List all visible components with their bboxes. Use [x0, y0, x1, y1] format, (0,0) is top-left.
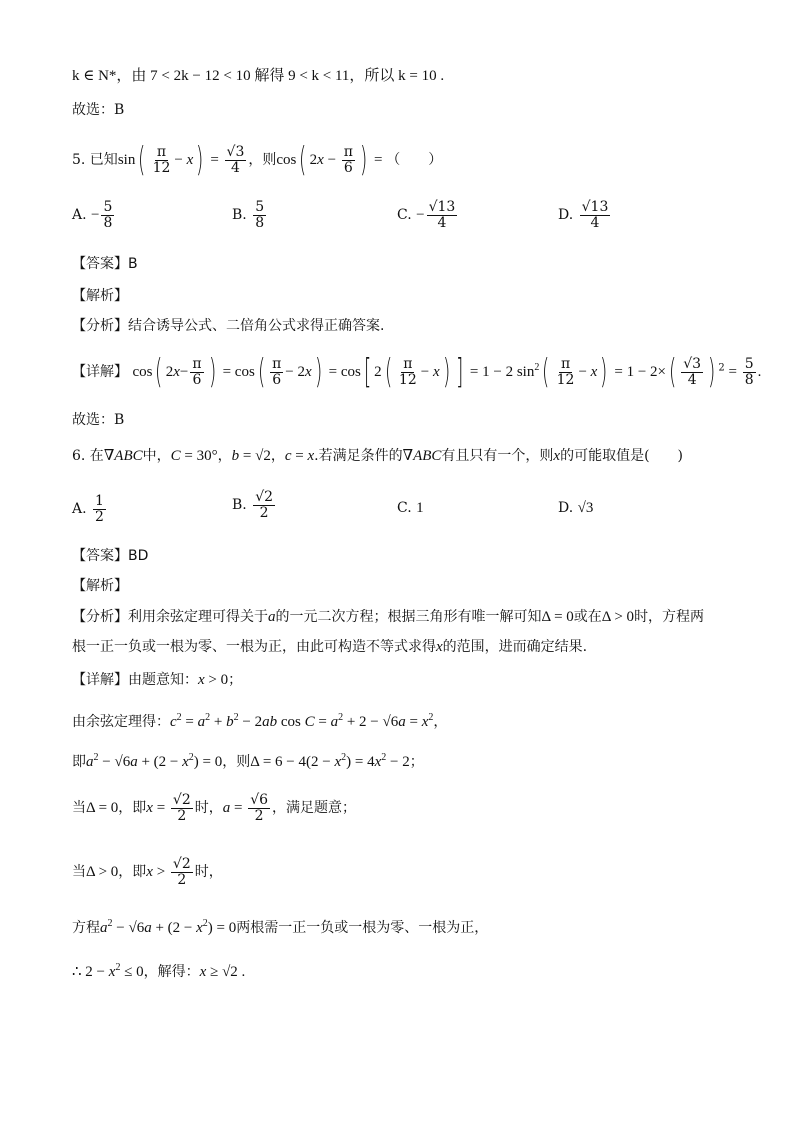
detail-6-cosine-law: 由余弦定理得：$c^2 = a^2 + b^2 - 2ab$ $\cos C = a^2 + 2 - √6a = x^2$， [72, 712, 448, 730]
answer-5: 【答案】B [72, 256, 138, 272]
q6-option-a: A. $\frac{1}{2}$ [72, 493, 104, 525]
analysis-6-header: 【解析】 [72, 578, 128, 594]
q6-option-b: B. $\frac{√2}{2}$ [232, 489, 274, 521]
q5-option-c: C. − $\frac{√13}{4}$ [397, 199, 456, 231]
analysis-6-line1: 【分析】利用余弦定理可得关于a的一元二次方程；根据三角形有唯一解可知Δ = 0或在Δ > 0时，方程两 [72, 609, 705, 625]
q6-option-d: D. √3 [558, 500, 594, 516]
analysis-6-line2: 根一正一负或一根为零、一根为正，由此可构造不等式求得x的范围，进而确定结果. [72, 639, 588, 655]
q5-option-a: A. − $\frac{5}{8}$ [72, 199, 113, 231]
question-5: 5. 已知sin( $\frac{\pi}{12}$ − x) = $\frac{√3}{4}$ ，则cos( 2x − $\frac{\pi}{6}$ ) = （ ） [72, 140, 443, 180]
text-line-answer-select: 故选：B [72, 102, 125, 118]
detail-6-case-zero: 当Δ = 0，即x = $\frac{√2}{2}$ 时，a = $\frac{√6}{2}$ ，满足题意； [72, 791, 357, 824]
text-line-k-range: k ∈ N*，由 7 < 2k − 12 < 10 解得 9 < k < 11，所以 k = 10 . [72, 68, 445, 84]
analysis-5-header: 【解析】 [72, 288, 128, 304]
analysis-5-summary: 【分析】结合诱导公式、二倍角公式求得正确答案. [72, 318, 385, 334]
question-6: 6. 在∇ABC中，C = 30°，b = √2，c = x.若满足条件的∇ABC有且只有一个，则x的可能取值是( ) [72, 448, 684, 464]
detail-6-quadratic: 即$a^2 - √6a + (2 - x^2) = 0$，则$\Delta = 6 - 4(2 - x^2) = 4x^2 - 2$； [72, 752, 424, 770]
detail-6-case-positive: 当Δ > 0，即x > $\frac{√2}{2}$ 时， [72, 855, 223, 888]
detail-6-conclusion: ∴ $2 - x^2 \le 0$，解得：x ≥ √2 . [72, 962, 246, 980]
q6-option-c: C. 1 [397, 500, 424, 516]
detail-6-roots: 方程$a^2 - √6a + (2 - x^2) = 0$两根需一正一负或一根为零、一根为正， [72, 918, 489, 936]
detail-6-intro: 【详解】由题意知：x > 0； [72, 672, 243, 688]
text-line-select-b: 故选：B [72, 412, 125, 428]
answer-6: 【答案】BD [72, 548, 149, 564]
detail-5-equation: 【详解】 cos( 2x− $\frac{\pi}{6}$ ) = cos( $\frac{\pi}{6}$ − 2x) = cos[ 2( $\frac{\pi}{12}$ − x) ] = 1 − 2 $\sin^2$( $\frac{\pi}{12}$ − x) = 1 − 2×( $\frac{√3}{4}$ ) $^2$ = $\frac{5}{8}$ . [72, 352, 762, 392]
q5-option-d: D. $\frac{√13}{4}$ [558, 199, 609, 231]
q5-option-b: B. $\frac{5}{8}$ [232, 199, 265, 231]
